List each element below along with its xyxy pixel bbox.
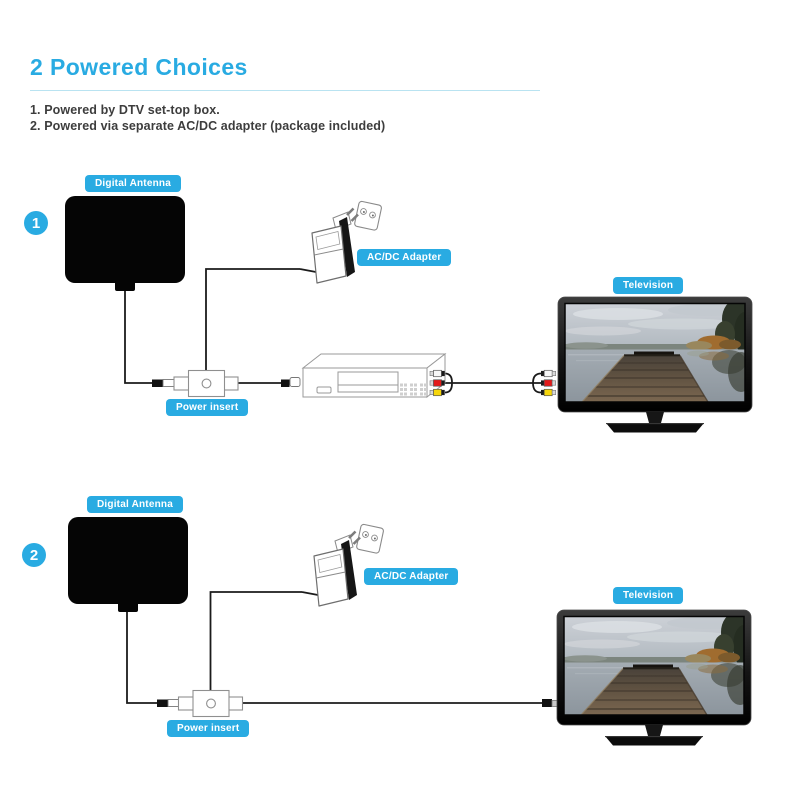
set-top-box-icon bbox=[303, 354, 445, 397]
television-label: Television bbox=[613, 277, 683, 294]
intro-line-1: 1. Powered by DTV set-top box. bbox=[30, 103, 220, 117]
power-insert-icon bbox=[179, 691, 243, 717]
digital-antenna-icon bbox=[65, 196, 185, 291]
power-insert-icon bbox=[174, 371, 238, 397]
acdc-adapter-label: AC/DC Adapter bbox=[357, 249, 451, 266]
acdc-adapter-icon bbox=[302, 524, 384, 606]
intro-text bbox=[30, 103, 385, 134]
diagram-option-1 bbox=[0, 160, 800, 450]
diagram-2-graphic bbox=[0, 480, 800, 770]
digital-antenna-icon bbox=[68, 517, 188, 612]
television-label: Television bbox=[613, 587, 683, 604]
acdc-adapter-icon bbox=[300, 201, 382, 283]
power-insert-label: Power insert bbox=[167, 720, 249, 737]
title-divider bbox=[30, 90, 540, 91]
diagram-1-graphic bbox=[0, 160, 800, 450]
rca-plugs-tv-side bbox=[541, 370, 556, 395]
television-icon bbox=[558, 297, 756, 433]
diagram-option-2 bbox=[0, 480, 800, 770]
cables-2 bbox=[127, 592, 542, 703]
acdc-adapter-label: AC/DC Adapter bbox=[364, 568, 458, 585]
television-icon bbox=[557, 610, 755, 746]
step-1-badge: 1 bbox=[24, 211, 48, 235]
digital-antenna-label: Digital Antenna bbox=[87, 496, 183, 513]
power-insert-label: Power insert bbox=[166, 399, 248, 416]
intro-line-2: 2. Powered via separate AC/DC adapter (package included) bbox=[30, 118, 386, 133]
page-title: 2 Powered Choices bbox=[30, 54, 248, 80]
digital-antenna-label: Digital Antenna bbox=[85, 175, 181, 192]
rca-plugs-box-side bbox=[430, 370, 445, 395]
step-2-badge: 2 bbox=[22, 543, 46, 567]
